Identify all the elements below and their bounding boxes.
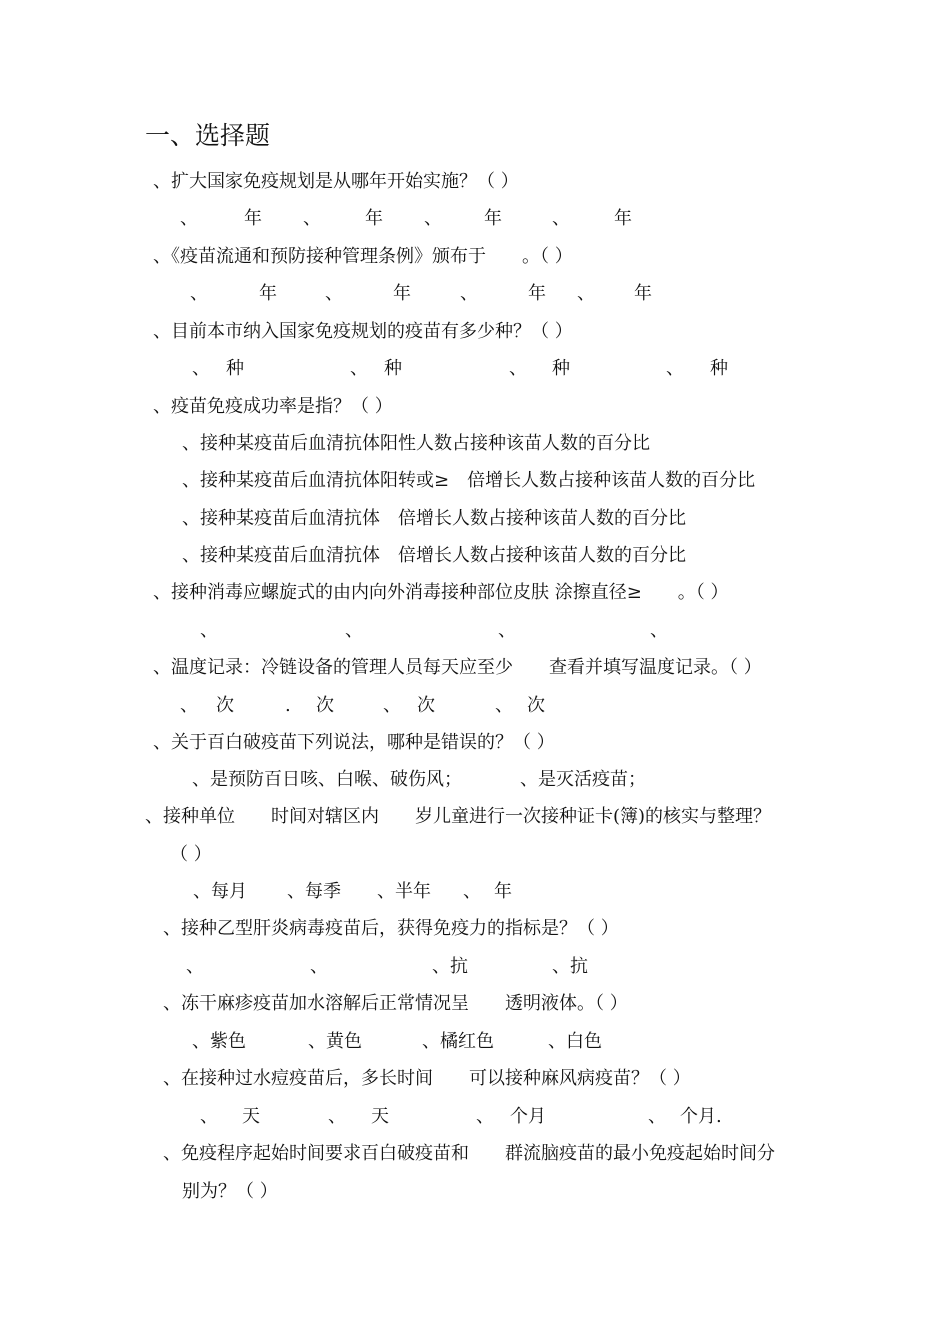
option-c: 、橘红色 [422,1031,494,1052]
option-unit: 年 [365,208,383,229]
question-9-stem: 、接种乙型肝炎病毒疫苗后，获得免疫力的指标是？（ ） [163,918,619,939]
option-marker: 、 [345,620,363,641]
question-11-stem: 、在接种过水痘疫苗后，多长时间 可以接种麻风病疫苗？（ ） [163,1068,691,1089]
option-unit: 年 [494,881,512,902]
option-unit: 种 [710,358,728,379]
option-marker: 、 [460,283,478,304]
option-a: 、是预防百日咳、白喉、破伤风； [192,769,462,790]
option-unit: 次 [527,695,545,716]
option-marker: . [285,695,291,716]
question-11-options [0,1105,950,1129]
question-5-options [0,619,950,643]
question-10-options [0,1030,950,1054]
option-d: 、白色 [548,1031,602,1052]
question-3-stem: 、目前本市纳入国家免疫规划的疫苗有多少种？（ ） [153,321,573,342]
question-4-stem: 、疫苗免疫成功率是指？（ ） [153,396,393,417]
option-marker: 、 [498,620,516,641]
question-2-options [0,282,950,306]
option-unit: 种 [384,358,402,379]
option-unit: 年 [528,283,546,304]
option-marker: 、 [424,208,442,229]
question-1-options [0,207,950,231]
option-unit: 次 [316,695,334,716]
option-unit: 个月. [680,1106,722,1127]
question-12-stem-cont: 别为？（ ） [182,1181,278,1202]
question-4-option-c: 、接种某疫苗后血清抗体 倍增长人数占接种该苗人数的百分比 [182,508,686,529]
question-6-options [0,694,950,718]
option-b: 、黄色 [308,1031,362,1052]
option-b: 、是灭活疫苗； [520,769,646,790]
question-12-stem: 、免疫程序起始时间要求百白破疫苗和 群流脑疫苗的最小免疫起始时间分 [163,1143,775,1164]
option-marker: 、 [350,358,368,379]
question-9-options [0,955,950,979]
option-unit: 年 [393,283,411,304]
section-title: 一、选择题 [145,121,271,150]
option-unit: 次 [417,695,435,716]
option-marker: 、 [476,1106,494,1127]
option-marker: 、 [192,358,210,379]
option-b: 、每季 [287,881,341,902]
option-marker: 、 [383,695,401,716]
question-7-options [0,768,950,792]
option-marker: 、 [328,1106,346,1127]
question-8-stem-cont: （ ） [170,844,212,865]
option-marker: 、 [666,358,684,379]
option-unit: 年 [484,208,502,229]
question-8-stem: 、接种单位 时间对辖区内 岁儿童进行一次接种证卡(簿)的核实与整理？ [145,806,772,827]
question-8-options [0,880,950,904]
option-c: 、抗 [432,956,468,977]
option-marker: 、 [577,283,595,304]
question-1-stem: 、扩大国家免疫规划是从哪年开始实施？（ ） [153,171,519,192]
option-marker: 、 [200,620,218,641]
option-a: 、每月 [193,881,247,902]
question-5-stem: 、接种消毒应螺旋式的由内向外消毒接种部位皮肤 涂擦直径≥ 。（ ） [153,582,729,603]
question-4-option-b: 、接种某疫苗后血清抗体阳转或≥ 倍增长人数占接种该苗人数的百分比 [182,470,756,491]
question-4-option-a: 、接种某疫苗后血清抗体阳性人数占接种该苗人数的百分比 [182,433,650,454]
option-unit: 年 [634,283,652,304]
option-marker: 、 [180,208,198,229]
option-marker: 、 [325,283,343,304]
question-10-stem: 、冻干麻疹疫苗加水溶解后正常情况呈 透明液体。（ ） [163,993,628,1014]
option-a: 、 [186,956,204,977]
option-marker: 、 [200,1106,218,1127]
option-unit: 年 [244,208,262,229]
option-marker: 、 [190,283,208,304]
option-a: 、紫色 [192,1031,246,1052]
option-marker: 、 [650,620,668,641]
option-unit: 次 [216,695,234,716]
option-unit: 个月 [510,1106,546,1127]
option-unit: 种 [552,358,570,379]
option-unit: 天 [242,1106,260,1127]
option-marker: 、 [509,358,527,379]
question-7-stem: 、关于百白破疫苗下列说法，哪种是错误的？（ ） [153,732,555,753]
option-marker: 、 [303,208,321,229]
question-2-stem: 、《疫苗流通和预防接种管理条例》颁布于 。（ ） [153,246,573,267]
option-marker: 、 [552,208,570,229]
option-c: 、半年 [377,881,431,902]
option-b: 、 [310,956,328,977]
option-marker: 、 [648,1106,666,1127]
option-marker: 、 [463,881,481,902]
option-d: 、抗 [552,956,588,977]
question-3-options [0,357,950,381]
question-6-stem: 、温度记录：冷链设备的管理人员每天应至少 查看并填写温度记录。（ ） [153,657,762,678]
option-unit: 天 [371,1106,389,1127]
option-marker: 、 [180,695,198,716]
question-4-option-d: 、接种某疫苗后血清抗体 倍增长人数占接种该苗人数的百分比 [182,545,686,566]
option-unit: 种 [226,358,244,379]
option-unit: 年 [259,283,277,304]
option-marker: 、 [495,695,513,716]
option-unit: 年 [614,208,632,229]
